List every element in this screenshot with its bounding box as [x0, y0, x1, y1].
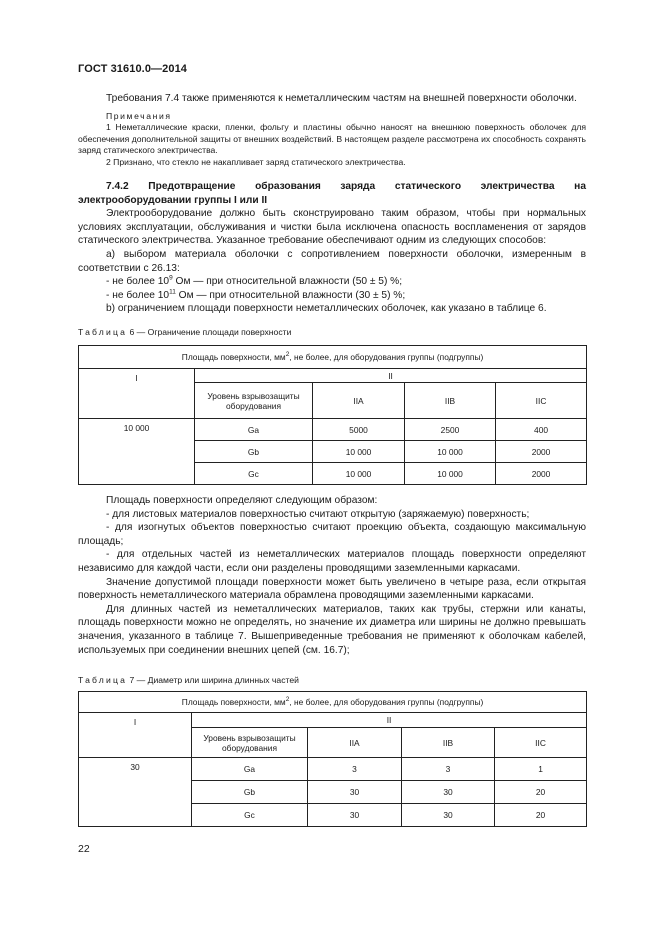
- table7-group-1: I: [79, 713, 192, 758]
- table7-level: Ga: [192, 758, 308, 781]
- notes-title: Примечания: [106, 111, 172, 121]
- surface-area-block: [78, 494, 586, 657]
- table6-level: Ga: [195, 419, 313, 441]
- table6-sub-iia: IIA: [313, 383, 405, 419]
- table6-cell: 2500: [405, 419, 496, 441]
- table6-sub-iib: IIB: [405, 383, 496, 419]
- table7-level: Gb: [192, 781, 308, 804]
- section-paragraph-1: Электрооборудование должно быть сконструировано таким образом, чтобы при нормальных условиях эксплуатации, обслуживания и чистки была исключена опасность воспламенения от зарядов статического электричества. Указанное требование обеспечивают одним из следующих способов:: [78, 208, 586, 247]
- note-1: 1 Неметаллические краски, пленки, фольгу и пластины обычно наносят на внешнюю поверхность оболочек для обеспечения дополнительной защиты от внешних воздействий. В настоящем разделе рассмотрена их способность сохранять заряд статического электричества.: [78, 122, 586, 156]
- note-2: 2 Признано, что стекло не накапливает заряд статического электричества.: [106, 156, 406, 167]
- table6-cell: 2000: [496, 441, 587, 463]
- page-number: 22: [78, 843, 90, 855]
- table7-group-2: II: [192, 713, 587, 728]
- table7-caption: Таблица 7 — Диаметр или ширина длинных частей: [78, 675, 299, 685]
- table6-cell: 10 000: [313, 463, 405, 485]
- resistance-item-1: - не более $10^9$ Ом — при относительной влажности (50 ± 5) %;: [106, 274, 403, 288]
- table6-cell: 2000: [496, 463, 587, 485]
- table7-cell: 20: [495, 804, 587, 827]
- table7-header: Площадь поверхности, $мм^2$, не более, для оборудования группы (подгруппы): [79, 692, 587, 713]
- table6-cell: 10 000: [313, 441, 405, 463]
- table7-cell: 30: [402, 804, 495, 827]
- table7-sub-iib: IIB: [402, 728, 495, 758]
- table7-level-label: Уровень взрывозащиты оборудования: [192, 728, 308, 758]
- table6-cell: 10 000: [405, 441, 496, 463]
- table6-cell: 400: [496, 419, 587, 441]
- body-paragraph-1: Площадь поверхности определяют следующим образом:: [106, 495, 378, 506]
- table7-cell: 30: [308, 781, 402, 804]
- table7-cell: 1: [495, 758, 587, 781]
- table-row: [79, 419, 587, 441]
- section-paragraph-2: a) выбором материала оболочки с сопротивлением поверхности оболочки, измеренным в соответствии с 26.13:: [78, 248, 586, 274]
- table7-level: Gc: [192, 804, 308, 827]
- table6-sub-iic: IIC: [496, 383, 587, 419]
- table6-header: Площадь поверхности, $мм^2$, не более, для оборудования группы (подгруппы): [79, 346, 587, 369]
- table6-group-1: I: [79, 369, 195, 419]
- notes-block: [78, 111, 586, 168]
- resistance-item-2: - не более $10^{11}$ Ом — при относительной влажности (30 ± 5) %;: [106, 288, 406, 301]
- table6-level-label: Уровень взрывозащиты оборудования: [195, 383, 313, 419]
- table6-level: Gc: [195, 463, 313, 485]
- body-paragraph-4: - для отдельных частей из неметаллических материалов площадь поверхности определяют независимо для каждой части, если они разделены проводящими заземленными каркасами.: [78, 549, 586, 574]
- table6-cell: 5000: [313, 419, 405, 441]
- table7-sub-iic: IIC: [495, 728, 587, 758]
- table6-level: Gb: [195, 441, 313, 463]
- body-paragraph-2: - для листовых материалов поверхностью считают открытую (заряжаемую) поверхность;: [106, 508, 530, 520]
- table-6: [78, 345, 587, 485]
- table7-cell: 20: [495, 781, 587, 804]
- table6-group-1-value: 10 000: [79, 419, 195, 485]
- table6-caption: Таблица 6 — Ограничение площади поверхности: [78, 327, 292, 337]
- table-7: [78, 691, 587, 827]
- table6-group-2: II: [195, 369, 587, 383]
- standard-header: ГОСТ 31610.0—2014: [78, 63, 188, 75]
- table7-sub-iia: IIA: [308, 728, 402, 758]
- section-paragraph-3: b) ограничением площади поверхности неметаллических оболочек, как указано в таблице 6.: [106, 303, 547, 315]
- section-7-4-2: [78, 180, 586, 316]
- table-row: [79, 758, 587, 781]
- table6-cell: 10 000: [405, 463, 496, 485]
- section-heading: 7.4.2 Предотвращение образования заряда статического электричества на электрооборудовании группы I или II: [78, 181, 586, 206]
- table7-cell: 3: [402, 758, 495, 781]
- body-paragraph-6: Для длинных частей из неметаллических материалов, таких как трубы, стержни или канаты, площадь поверхности можно не определять, но значение их диаметра или ширины не должно превышать значения, указанного в таблице 7. Вышеприведенные требования не применяют к оболочкам кабелей, используемых при соединении внешних цепей (см. 16.7);: [78, 603, 586, 656]
- table7-cell: 30: [308, 804, 402, 827]
- table7-group-1-value: 30: [79, 758, 192, 827]
- body-paragraph-5: Значение допустимой площади поверхности может быть увеличено в четыре раза, если открытая поверхность неметаллического материала обрамлена проводящими заземленными каркасами.: [78, 576, 586, 602]
- intro-block: [78, 92, 586, 106]
- table7-cell: 3: [308, 758, 402, 781]
- body-paragraph-3: - для изогнутых объектов поверхностью считают проекцию объекта, создающую максимальную площадь;: [78, 522, 586, 547]
- intro-paragraph: Требования 7.4 также применяются к неметаллическим частям на внешней поверхности оболочки.: [106, 93, 577, 104]
- table7-cell: 30: [402, 781, 495, 804]
